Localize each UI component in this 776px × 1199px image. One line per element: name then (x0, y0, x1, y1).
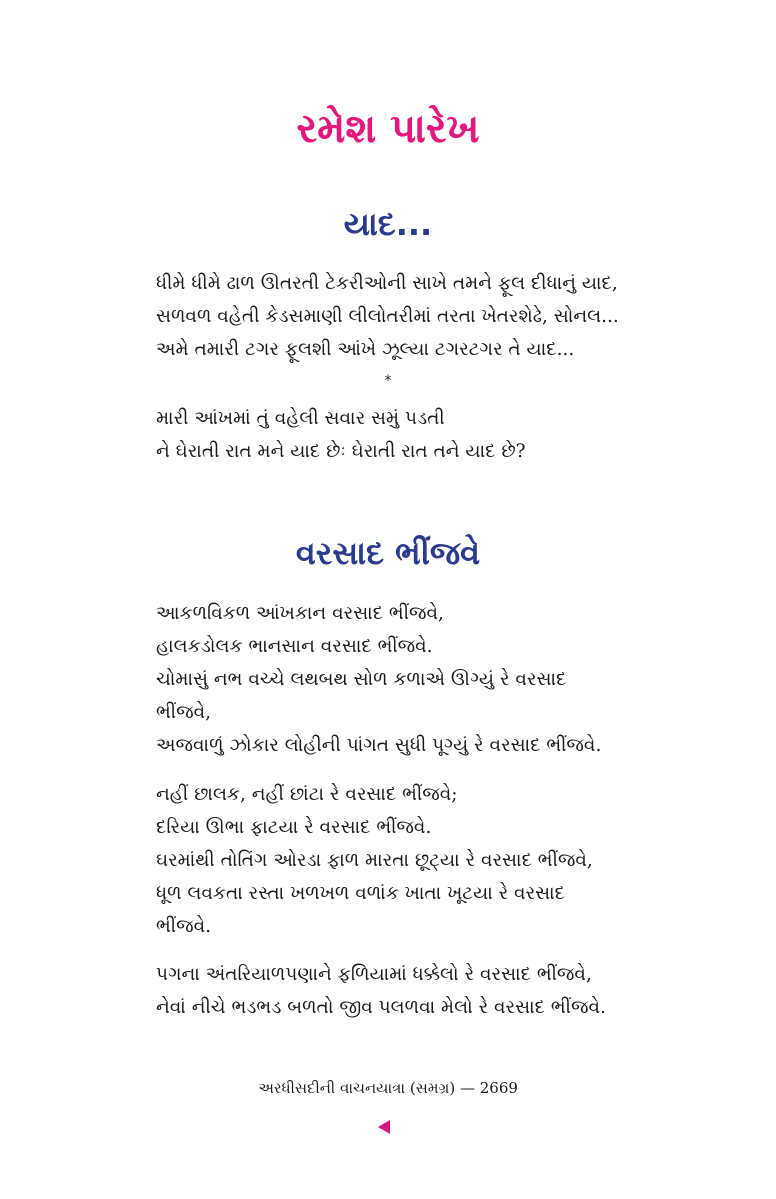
poem-line: સળવળ વહેતી કેડસમાણી લીલોતરીમાં તરતા ખેતરશેઢે, સોનલ... (156, 306, 619, 327)
poem1-stanza-1 (156, 267, 716, 366)
poem-line: નહીં છાલક, નહીં છાંટા રે વરસાદ ભીંજવે; (156, 784, 458, 805)
poem-line: મારી આંખમાં તું વહેલી સવાર સમું પડતી (156, 408, 445, 429)
poem-line: ભીંજવે, (156, 702, 211, 723)
poem2-stanza-3 (156, 958, 716, 1024)
poem2-stanza-2 (156, 778, 716, 943)
poem-line: પગના અંતરિયાળપણાને ફળિયામાં ધક્કેલો રે વરસાદ ભીંજવે, (156, 964, 592, 985)
page-footer: અરધીસદીની વાચનયાત્રા (સમગ્ર) — 2669 (258, 1079, 518, 1097)
poem-line: ઘરમાંથી તોતિંગ ઓરડા ફાળ મારતા છૂટ્યા રે વરસાદ ભીંજવે, (156, 850, 593, 871)
poem-line: ધીમે ધીમે ઢાળ ઊતરતી ટેકરીઓની સાખે તમને ફૂલ દીધાનું યાદ, (156, 273, 618, 294)
poem-line: અમે તમારી ટગર ફૂલશી આંખે ઝૂલ્યા ટગરટગર તે યાદ... (156, 339, 575, 360)
poem-line: ને ઘેરાતી રાત મને યાદ છેઃ ઘેરાતી રાત તને યાદ છે? (156, 441, 526, 462)
poem1-stanza-2 (156, 402, 716, 468)
poem-line: દરિયા ઊભા ફાટયા રે વરસાદ ભીંજવે. (156, 817, 432, 838)
poem-line: આકળવિકળ આંખકાન વરસાદ ભીંજવે, (156, 603, 444, 624)
poem-title-varsad-bhinjve: વરસાદ ભીંજવે (295, 534, 481, 572)
poem-line: અજવાળું ઝોકાર લોહીની પાંગત સુધી પૂગ્યું રે વરસાદ ભીંજવે. (156, 735, 602, 756)
poem-line: ચોમાસું નભ વચ્ચે લથબથ સોળ કળાએ ઊગ્યું રે વરસાદ (156, 669, 567, 690)
poem-line: ભીંજવે. (156, 916, 211, 937)
poem-line: ધૂળ લવકતા રસ્તા ખળખળ વળાંક ખાતા ખૂટયા રે વરસાદ (156, 883, 565, 904)
stanza-divider: * (384, 373, 392, 389)
poem-title-yaad: યાદ... (343, 205, 433, 243)
author-name: રમેશ પારેખ (296, 106, 480, 152)
poem2-stanza-1 (156, 597, 716, 762)
poem-line: નેવાં નીચે ભડભડ બળતો જીવ પલળવા મેલો રે વરસાદ ભીંજવે. (156, 997, 606, 1018)
left-triangle-icon (378, 1120, 390, 1134)
poem-line: હાલકડોલક ભાનસાન વરસાદ ભીંજવે. (156, 636, 433, 657)
